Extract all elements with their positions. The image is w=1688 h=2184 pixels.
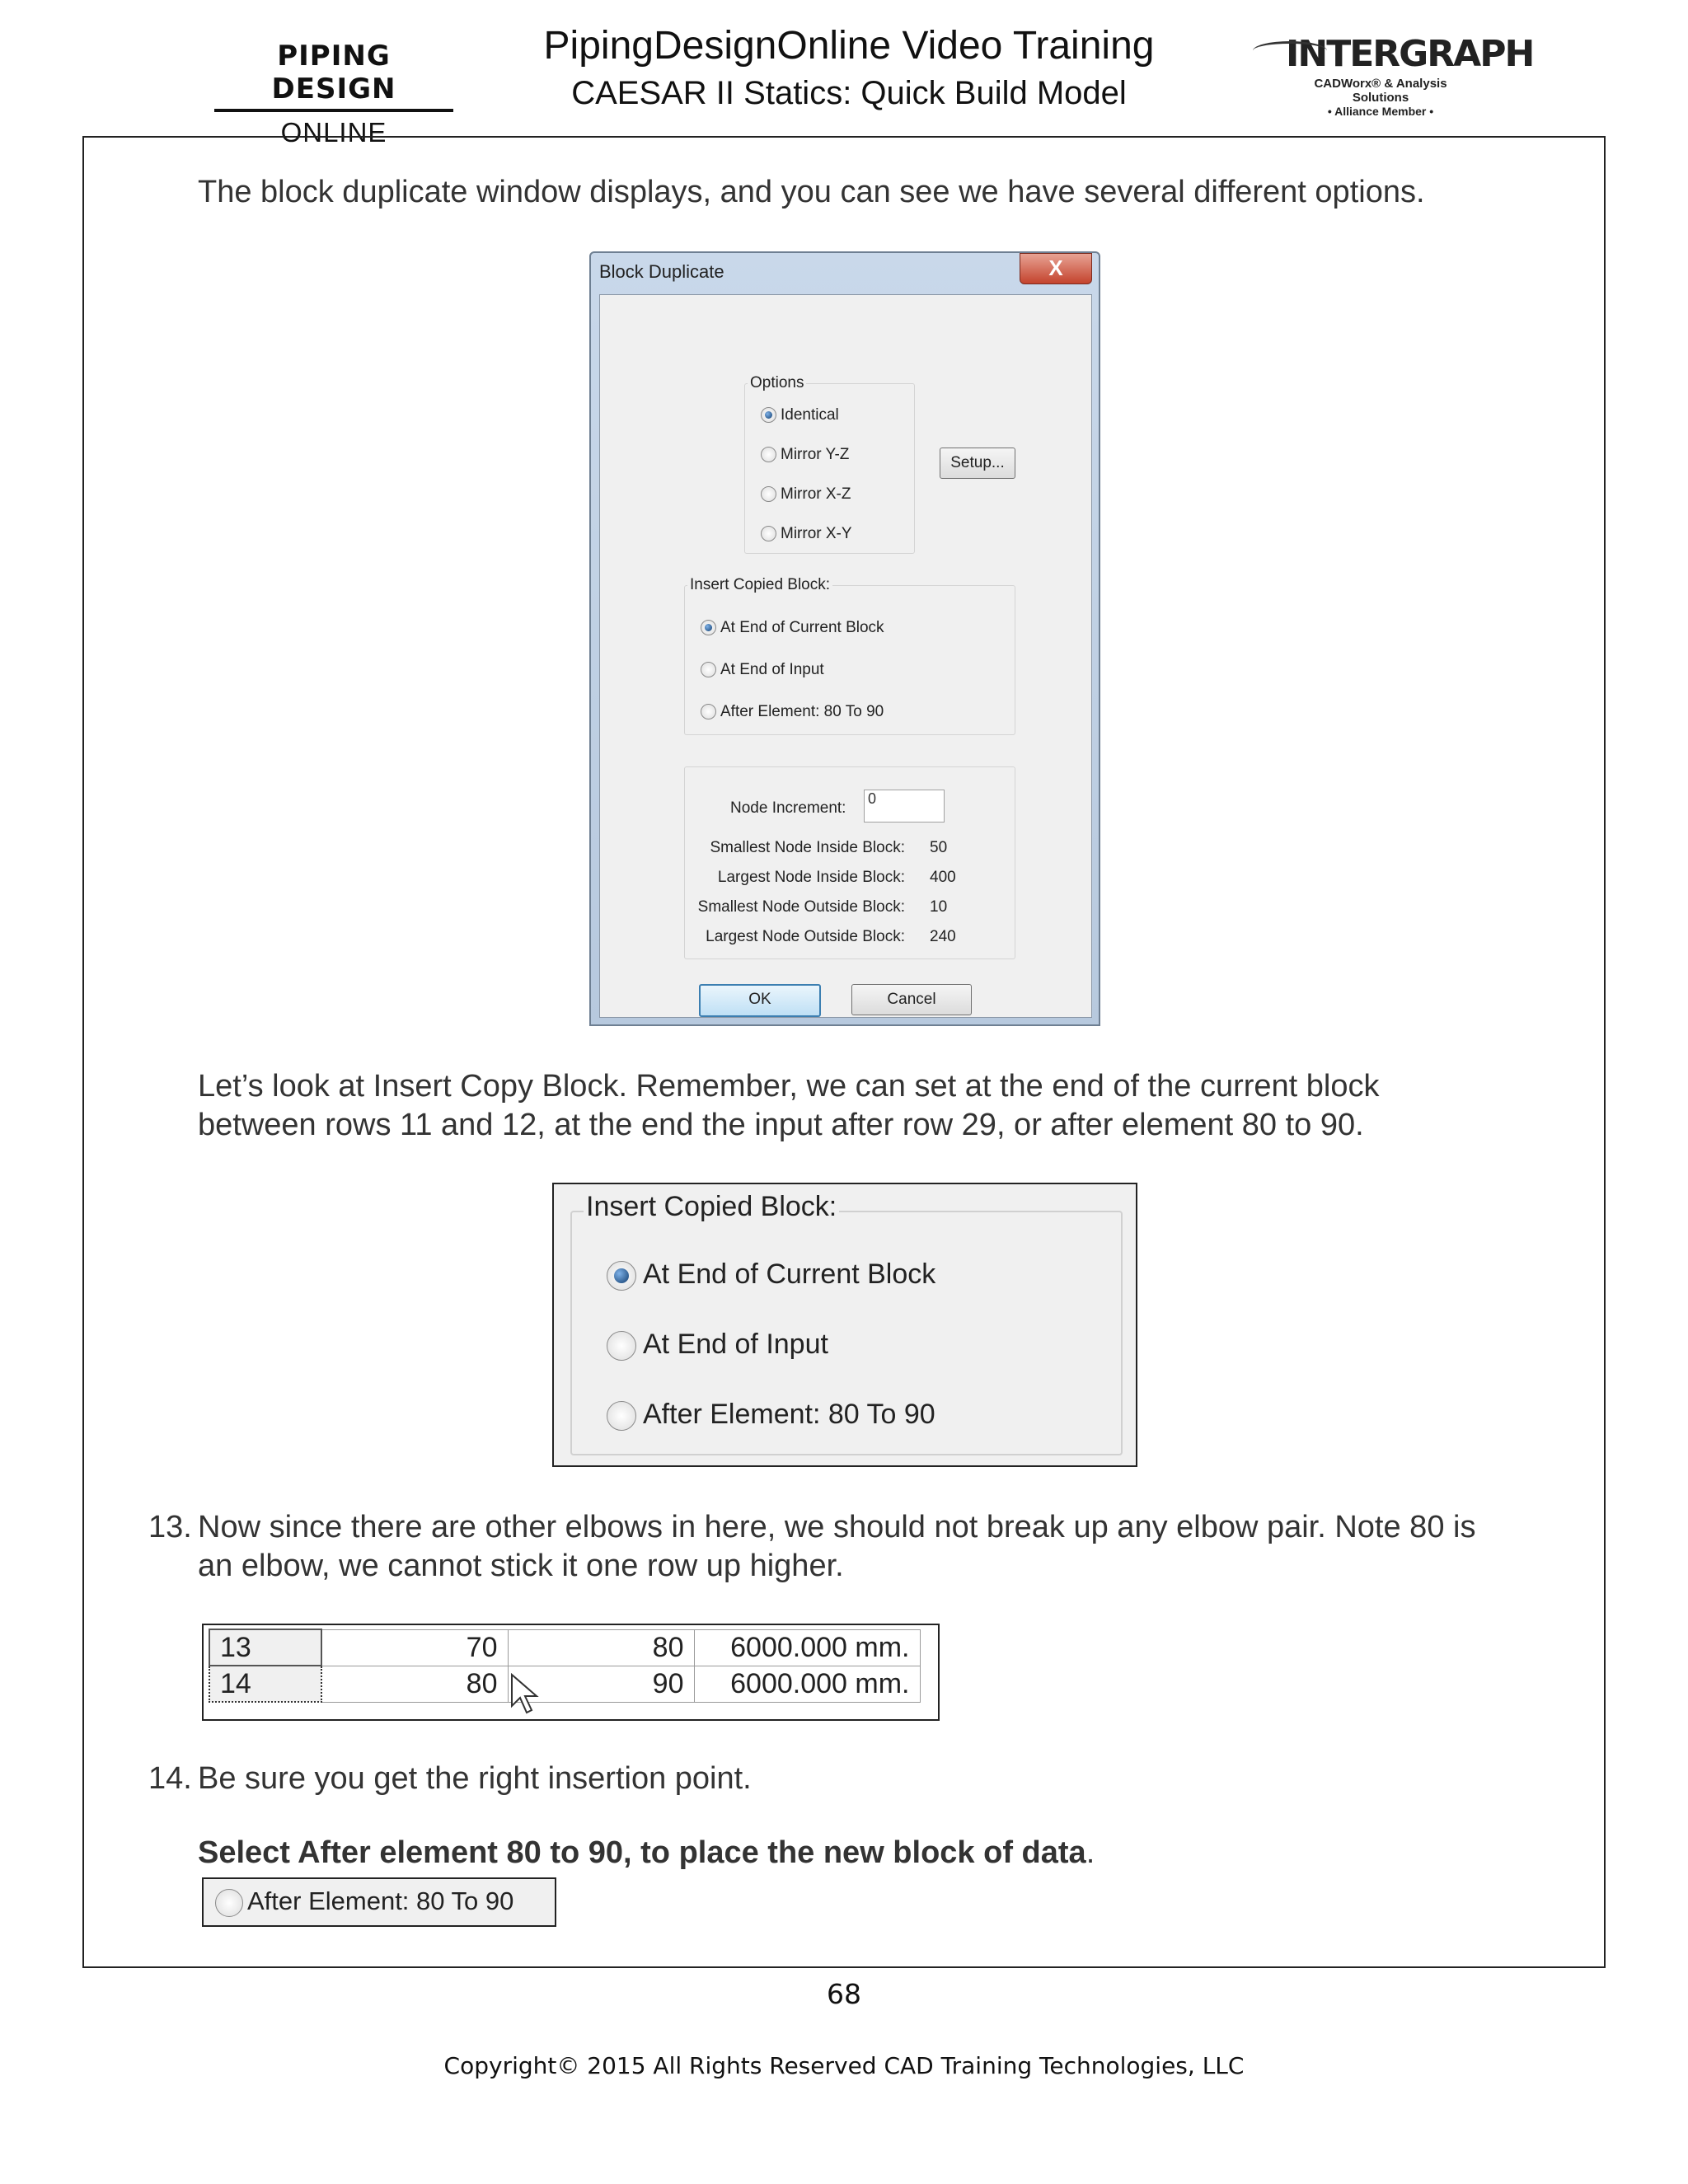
- option-identical[interactable]: [761, 406, 839, 424]
- option-label: Identical: [781, 406, 839, 424]
- radio-icon: [761, 486, 776, 502]
- after-element-snippet: [202, 1877, 556, 1927]
- paragraph-line: Let’s look at Insert Copy Block. Remember, we can set at the end of the current block: [198, 1069, 1380, 1104]
- logo-right-sub2: • Alliance Member •: [1327, 105, 1434, 118]
- from-node-cell: 80: [321, 1666, 508, 1702]
- row-header: 14: [209, 1666, 321, 1702]
- step-13-line: an elbow, we cannot stick it one row up higher.: [198, 1549, 844, 1583]
- radio-icon: [701, 704, 716, 719]
- zoom-at-end-current-block[interactable]: [607, 1258, 935, 1291]
- page-title: PipingDesignOnline Video Training: [543, 24, 1155, 68]
- ok-button[interactable]: OK: [699, 984, 821, 1017]
- option-label: Mirror X-Y: [781, 525, 852, 542]
- option-label: Mirror X-Z: [781, 485, 851, 503]
- node-increment-label: Node Increment:: [730, 799, 846, 817]
- after-element-radio[interactable]: [215, 1886, 513, 1917]
- option-label: Mirror Y-Z: [781, 446, 850, 463]
- option-label: After Element: 80 To 90: [247, 1886, 514, 1915]
- step-13-line: Now since there are other elbows in here, we should not break up any elbow pair. Note 80 is: [198, 1510, 1476, 1544]
- option-label: At End of Current Block: [720, 619, 884, 636]
- length-cell: 6000.000 mm.: [694, 1629, 920, 1666]
- radio-icon: [701, 662, 716, 677]
- options-label: Options: [748, 374, 806, 392]
- cancel-button[interactable]: Cancel: [851, 984, 972, 1015]
- to-node-cell: 90: [508, 1666, 694, 1702]
- option-label: After Element: 80 To 90: [643, 1399, 935, 1430]
- step-14-line: Be sure you get the right insertion point.: [198, 1761, 752, 1796]
- mouse-cursor-icon: [510, 1673, 543, 1721]
- option-mirror-xy[interactable]: [761, 525, 852, 543]
- step-number: 14.: [148, 1761, 192, 1796]
- insert-at-end-current-block[interactable]: [701, 619, 884, 637]
- instruction-end: .: [1085, 1835, 1095, 1870]
- row-header: 13: [209, 1629, 321, 1666]
- stat-label: Largest Node Outside Block:: [706, 928, 905, 945]
- radio-icon: [761, 526, 776, 541]
- stat-value: 240: [930, 928, 956, 945]
- option-mirror-xz[interactable]: [761, 485, 851, 504]
- logo-right-sub1: CADWorx® & Analysis Solutions: [1314, 77, 1447, 105]
- stat-label: Smallest Node Inside Block:: [710, 839, 905, 856]
- element-grid: [209, 1629, 921, 1703]
- stat-value: 400: [930, 869, 956, 886]
- length-cell: 6000.000 mm.: [694, 1666, 920, 1702]
- intro-text: The block duplicate window displays, and you can see we have several different options.: [198, 175, 1425, 209]
- setup-button[interactable]: Setup...: [940, 448, 1015, 479]
- option-label: At End of Input: [643, 1329, 828, 1360]
- stat-label: Smallest Node Outside Block:: [697, 898, 905, 916]
- radio-icon: [761, 447, 776, 462]
- table-row[interactable]: [209, 1629, 920, 1666]
- option-label: At End of Input: [720, 661, 824, 678]
- radio-selected-icon: [607, 1261, 636, 1291]
- copyright: Copyright© 2015 All Rights Reserved CAD Training Technologies, LLC: [443, 2052, 1245, 2079]
- logo-right-brand: INTERGRAPH: [1286, 33, 1534, 75]
- stat-value: 10: [930, 898, 948, 916]
- step-14-instruction: [198, 1834, 1095, 1872]
- radio-selected-icon: [701, 620, 716, 635]
- paragraph-line: between rows 11 and 12, at the end the input after row 29, or after element 80 to 90.: [198, 1108, 1364, 1142]
- element-table: [202, 1624, 940, 1721]
- page-number: 68: [827, 1978, 861, 2010]
- node-increment-input[interactable]: 0: [864, 790, 945, 823]
- insert-copied-block-zoom: [552, 1183, 1137, 1467]
- logo-swoosh-icon: [1253, 41, 1327, 60]
- zoom-after-element[interactable]: [607, 1399, 935, 1431]
- logo-intergraph: [1253, 33, 1534, 118]
- logo-piping-design-online: [214, 40, 453, 148]
- radio-icon: [215, 1889, 243, 1917]
- insert-at-end-of-input[interactable]: [701, 661, 824, 679]
- radio-icon: [607, 1401, 636, 1431]
- dialog-body: [599, 294, 1092, 1018]
- page-subtitle: CAESAR II Statics: Quick Build Model: [571, 75, 1127, 111]
- radio-icon: [607, 1331, 636, 1361]
- option-label: After Element: 80 To 90: [720, 703, 884, 720]
- zoom-at-end-of-input[interactable]: [607, 1329, 828, 1361]
- close-button[interactable]: X: [1020, 253, 1092, 284]
- block-duplicate-dialog: [589, 251, 1100, 1026]
- from-node-cell: 70: [321, 1629, 508, 1666]
- dialog-title: Block Duplicate: [599, 261, 724, 282]
- instruction-bold: Select After element 80 to 90, to place the new block of data: [198, 1835, 1086, 1870]
- insert-copied-block-label: Insert Copied Block:: [687, 576, 832, 594]
- insert-after-element[interactable]: [701, 703, 884, 721]
- zoom-group-label: Insert Copied Block:: [584, 1191, 839, 1223]
- logo-left-line2: ONLINE: [280, 117, 387, 148]
- stat-label: Largest Node Inside Block:: [717, 869, 905, 886]
- logo-left-line1: PIPING DESIGN: [214, 40, 453, 112]
- stat-value: 50: [930, 839, 948, 856]
- to-node-cell: 80: [508, 1629, 694, 1666]
- option-mirror-yz[interactable]: [761, 446, 849, 464]
- page-header: [495, 23, 1203, 112]
- table-row[interactable]: [209, 1666, 920, 1702]
- radio-selected-icon: [761, 407, 776, 423]
- step-number: 13.: [148, 1510, 192, 1544]
- option-label: At End of Current Block: [643, 1258, 936, 1290]
